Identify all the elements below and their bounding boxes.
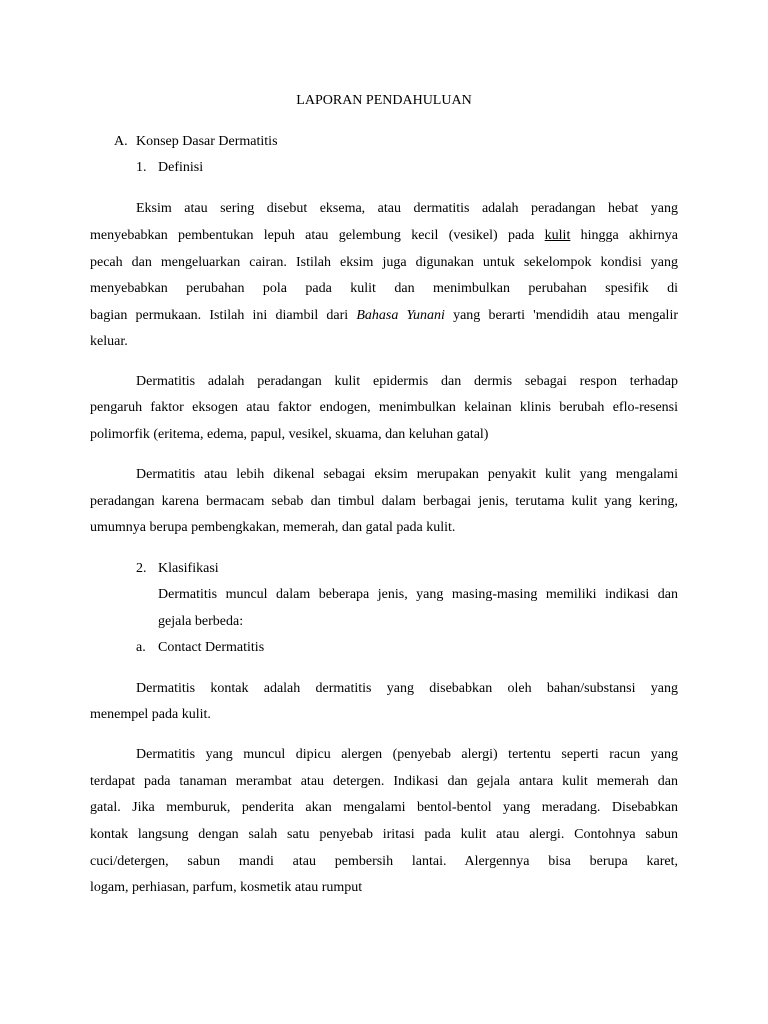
klasifikasi-intro-line: gejala berbeda:: [158, 614, 244, 629]
paragraph-line: umumnya berupa pembengkakan, memerah, dan gatal pada kulit.: [90, 520, 456, 535]
paragraph-line: logam, perhiasan, parfum, kosmetik atau rumput: [90, 880, 363, 895]
kulit-link[interactable]: kulit: [544, 228, 571, 243]
subsection-2a-heading: Contact Dermatitis: [158, 640, 265, 655]
section-a-heading: Konsep Dasar Dermatitis: [136, 134, 278, 149]
paragraph-line: Dermatitis atau lebih dikenal sebagai eksim merupakan penyakit kulit yang mengalami: [136, 467, 678, 482]
paragraph-line: Dermatitis adalah peradangan kulit epidermis dan dermis sebagai respon terhadap: [136, 374, 678, 389]
document-title: LAPORAN PENDAHULUAN: [296, 93, 472, 108]
paragraph-line: keluar.: [90, 334, 128, 349]
section-a-marker: A.: [114, 134, 128, 149]
paragraph-line: terdapat pada tanaman merambat atau detergen. Indikasi dan gejala antara kulit memerah dan: [90, 774, 678, 789]
line-text: bagian permukaan. Istilah ini diambil dari: [90, 308, 349, 323]
paragraph-line: peradangan karena bermacam sebab dan timbul dalam berbagai jenis, terutama kulit yang kering,: [90, 494, 678, 509]
subsection-2-heading: Klasifikasi: [158, 561, 219, 576]
line-text: yang berarti 'mendidih atau mengalir: [453, 308, 679, 323]
paragraph-line: pecah dan mengeluarkan cairan. Istilah eksim juga digunakan untuk sekelompok kondisi yang: [90, 255, 678, 270]
paragraph-line: Dermatitis yang muncul dipicu alergen (penyebab alergi) tertentu seperti racun yang: [136, 747, 678, 762]
paragraph-line: gatal. Jika memburuk, penderita akan mengalami bentol-bentol yang meradang. Disebabkan: [90, 800, 678, 815]
subsection-1-marker: 1.: [136, 160, 147, 175]
paragraph-line: cuci/detergen, sabun mandi atau pembersih lantai. Alergennya bisa berupa karet,: [90, 854, 678, 869]
subsection-2-marker: 2.: [136, 561, 147, 576]
paragraph-line: [90, 228, 678, 244]
subsection-1-heading: Definisi: [158, 160, 204, 175]
bahasa-yunani-link[interactable]: Bahasa Yunani: [356, 308, 445, 323]
paragraph-line: menempel pada kulit.: [90, 707, 211, 722]
line-text: hingga akhirnya: [580, 228, 678, 243]
paragraph-line: [90, 308, 678, 324]
paragraph-line: polimorfik (eritema, edema, papul, vesikel, skuama, dan keluhan gatal): [90, 427, 489, 442]
subsection-2a-marker: a.: [136, 640, 146, 655]
paragraph-line: Eksim atau sering disebut eksema, atau dermatitis adalah peradangan hebat yang: [136, 201, 678, 216]
paragraph-line: Dermatitis kontak adalah dermatitis yang disebabkan oleh bahan/substansi yang: [136, 681, 678, 696]
paragraph-line: pengaruh faktor eksogen atau faktor endogen, menimbulkan kelainan klinis berubah eflo-resensi: [90, 400, 678, 415]
paragraph-line: menyebabkan perubahan pola pada kulit dan menimbulkan perubahan spesifik di: [90, 281, 678, 296]
klasifikasi-intro-line: Dermatitis muncul dalam beberapa jenis, yang masing-masing memiliki indikasi dan: [158, 587, 678, 602]
paragraph-line: kontak langsung dengan salah satu penyebab iritasi pada kulit atau alergi. Contohnya sabun: [90, 827, 678, 842]
line-text: menyebabkan pembentukan lepuh atau gelembung kecil (vesikel) pada: [90, 228, 535, 243]
